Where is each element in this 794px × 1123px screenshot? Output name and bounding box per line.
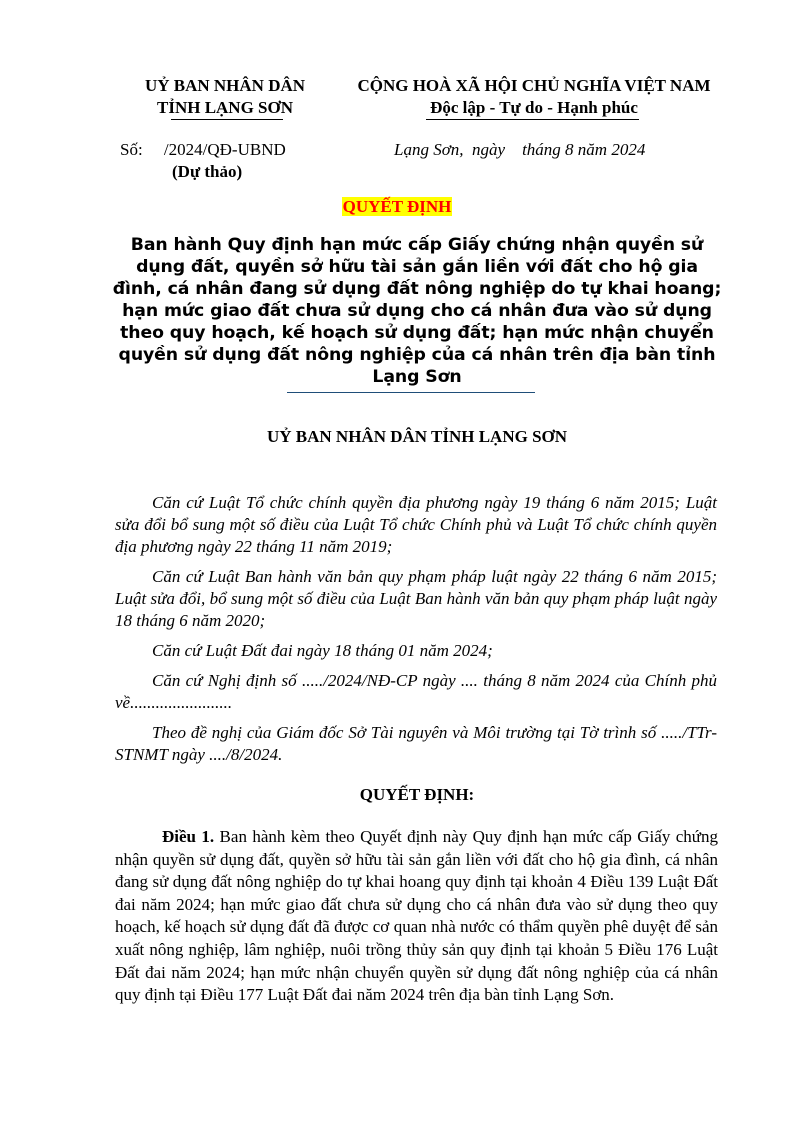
national-motto — [350, 75, 718, 119]
document-subject: Ban hành Quy định hạn mức cấp Giấy chứng nhận quyền sử dụng đất, quyền sở hữu tài sản gắn liền với đất cho hộ gia đình, cá nhân đang sử dụng đất nông nghiệp do tự khai hoang; hạn mức giao đất chưa sử dụng cho cá nhân đưa vào sử dụng theo quy hoạch, kế hoạch sử dụng đất; hạn mức nhận chuyển quyền sử dụng đất nông nghiệp của cá nhân trên địa bàn tỉnh Lạng Sơn — [112, 235, 722, 387]
draft-note: (Dự thảo) — [172, 162, 243, 181]
subject-underline — [287, 392, 535, 393]
article-1-text: Ban hành kèm theo Quyết định này Quy định hạn mức cấp Giấy chứng nhận quyền sử dụng đất, quyền sở hữu tài sản gắn liền với đất cho hộ gia đình, cá nhân đang sử dụng đất nông nghiệp do tự khai hoang quy định tại khoản 4 Điều 139 Luật Đất đai năm 2024; hạn mức giao đất chưa sử dụng cho cá nhân đưa vào sử dụng theo quy hoạch, kế hoạch sử dụng đất đã được cơ quan nhà nước có thẩm quyền phê duyệt để sản xuất nông nghiệp, lâm nghiệp, nuôi trồng thủy sản quy định tại khoản 5 Điều 176 Luật Đất đai năm 2024; hạn mức nhận chuyển quyền sử dụng đất nông nghiệp của cá nhân quy định tại Điều 177 Luật Đất đai năm 2024 trên địa bàn tỉnh Lạng Sơn. — [115, 827, 718, 1005]
legal-basis-item: Theo đề nghị của Giám đốc Sở Tài nguyên và Môi trường tại Tờ trình số ...../TTr-STNMT ngày ..../8/2024. — [115, 723, 717, 764]
legal-basis-item: Căn cứ Luật Ban hành văn bản quy phạm pháp luật ngày 22 tháng 6 năm 2015; Luật sửa đổi, bổ sung một số điều của Luật Ban hành văn bản quy phạm pháp luật ngày 18 tháng 6 năm 2020; — [115, 567, 717, 630]
motto-underline — [426, 119, 639, 120]
article-1-label: Điều 1. — [162, 827, 215, 846]
agency-underline — [171, 119, 283, 120]
decision-heading: QUYẾT ĐỊNH: — [359, 785, 475, 804]
agency-line-1: UỶ BAN NHÂN DÂN — [144, 76, 306, 95]
document-title-text: QUYẾT ĐỊNH — [342, 197, 452, 216]
issuing-authority: UỶ BAN NHÂN DÂN TỈNH LẠNG SƠN — [266, 427, 568, 446]
document-header — [0, 75, 794, 195]
article-1 — [115, 826, 718, 1007]
document-title — [0, 197, 794, 217]
legal-basis-item: Căn cứ Luật Đất đai ngày 18 tháng 01 năm 2024; — [152, 641, 493, 660]
document-number: Số: /2024/QĐ-UBND — [120, 140, 286, 159]
nation-line-2: Độc lập - Tự do - Hạnh phúc — [430, 98, 638, 117]
legal-basis-item: Căn cứ Nghị định số ...../2024/NĐ-CP ngày .... tháng 8 năm 2024 của Chính phủ về........................ — [115, 671, 717, 712]
place-and-date: Lạng Sơn, ngày tháng 8 năm 2024 — [394, 140, 646, 159]
issuing-agency — [100, 75, 350, 119]
legal-basis-item: Căn cứ Luật Tổ chức chính quyền địa phương ngày 19 tháng 6 năm 2015; Luật sửa đổi bổ sung một số điều của Luật Tổ chức Chính phủ và Luật Tổ chức chính quyền địa phương ngày 22 tháng 11 năm 2019; — [115, 493, 717, 556]
legal-bases — [115, 492, 717, 774]
agency-line-2: TỈNH LẠNG SƠN — [156, 98, 294, 117]
nation-line-1: CỘNG HOÀ XÃ HỘI CHỦ NGHĨA VIỆT NAM — [357, 76, 711, 95]
article-1-paragraph — [115, 826, 718, 1007]
